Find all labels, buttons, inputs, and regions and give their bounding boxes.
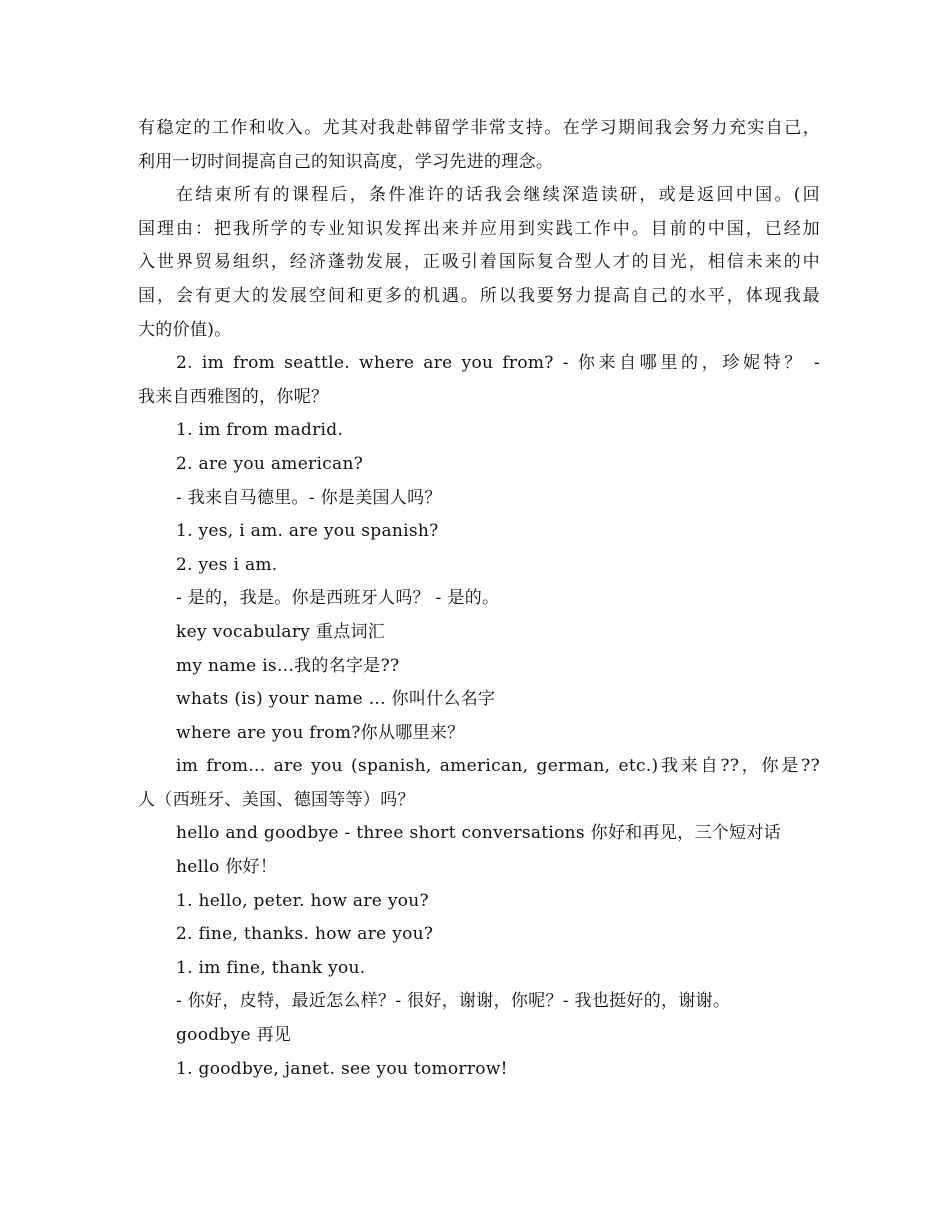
dialogue-line: 2. fine, thanks. how are you?: [176, 924, 434, 945]
paragraph-line: 利用一切时间提高自己的知识高度，学习先进的理念。: [138, 151, 554, 172]
vocabulary-line: whats (is) your name ... 你叫什么名字: [176, 689, 496, 710]
dialogue-line: 1. im from madrid.: [176, 420, 344, 441]
dialogue-line: 2. yes i am.: [176, 554, 278, 575]
subsection-heading: hello 你好！: [176, 857, 278, 878]
dialogue-line: 1. im fine, thank you.: [176, 957, 366, 978]
dialogue-line: 2. im from seattle. where are you from? - 你来自哪里的，珍妮特？ -: [176, 353, 820, 374]
vocabulary-line: my name is...我的名字是??: [176, 655, 400, 676]
section-heading: hello and goodbye - three short conversations 你好和再见，三个短对话: [176, 823, 781, 844]
paragraph-line: 国，会有更大的发展空间和更多的机遇。所以我要努力提高自己的水平，体现我最: [138, 285, 820, 306]
dialogue-line: - 你好，皮特，最近怎么样？- 很好，谢谢，你呢？- 我也挺好的，谢谢。: [176, 991, 731, 1012]
paragraph-line: 入世界贸易组织，经济蓬勃发展，正吸引着国际复合型人才的目光，相信未来的中: [138, 252, 820, 273]
dialogue-line: - 我来自马德里。- 你是美国人吗？: [176, 487, 442, 508]
paragraph-line: 有稳定的工作和收入。尤其对我赴韩留学非常支持。在学习期间我会努力充实自己，: [138, 118, 820, 138]
vocabulary-line: im from... are you (spanish, american, german, etc.)我来自??，你是??: [176, 756, 820, 777]
paragraph-line: 国理由：把我所学的专业知识发挥出来并应用到实践工作中。目前的中国，已经加: [138, 218, 820, 239]
dialogue-line: 我来自西雅图的，你呢？: [138, 386, 329, 407]
dialogue-line: 2. are you american?: [176, 453, 364, 474]
paragraph-line: 大的价值)。: [138, 319, 232, 340]
vocabulary-line: where are you from?你从哪里来？: [176, 722, 465, 743]
vocabulary-heading: key vocabulary 重点词汇: [176, 621, 386, 642]
paragraph-line: 在结束所有的课程后，条件准许的话我会继续深造读研，或是返回中国。(回: [176, 185, 820, 206]
dialogue-line: 1. hello, peter. how are you?: [176, 890, 429, 911]
dialogue-line: - 是的，我是。你是西班牙人吗？ - 是的。: [176, 588, 500, 609]
dialogue-line: 1. goodbye, janet. see you tomorrow!: [176, 1058, 508, 1079]
dialogue-line: 1. yes, i am. are you spanish?: [176, 521, 439, 542]
subsection-heading: goodbye 再见: [176, 1025, 292, 1046]
document-body: [138, 112, 820, 1086]
vocabulary-line: 人（西班牙、美国、德国等等）吗？: [138, 789, 415, 810]
